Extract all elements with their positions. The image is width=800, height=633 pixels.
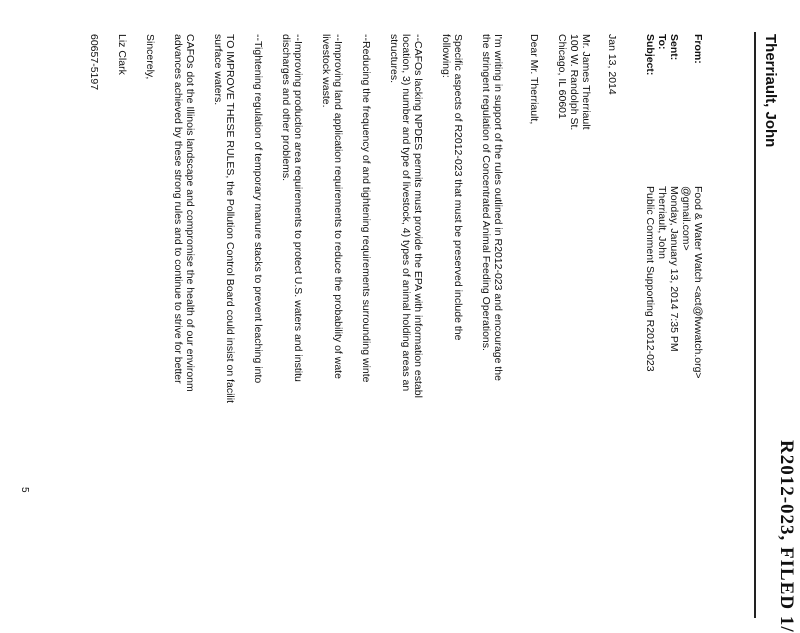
from-label: From: <box>692 34 704 64</box>
point-3-line-1: --Improving land application requirements to reduce the probability of wate <box>332 34 344 379</box>
closing-paragraph-2: surface waters. <box>212 34 224 106</box>
cafos-line-2: advances achieved by these strong rules and to continue to strive for better <box>172 34 184 384</box>
specific-line-1: Specific aspects of R2012-023 that must be preserved include the <box>452 34 464 341</box>
sent-label: Sent: <box>668 34 680 61</box>
subject-label: Subject: <box>644 34 656 76</box>
header-rule <box>754 32 756 618</box>
subject-value: Public Comment Supporting R2012-023 <box>644 186 656 372</box>
sign-off: Sincerely, <box>144 34 156 80</box>
letter-date: Jan 13, 2014 <box>606 34 618 95</box>
specific-line-2: following: <box>440 34 452 78</box>
point-2: --Reducing the frequency of and tightening requirements surrounding winte <box>360 34 372 383</box>
point-1-line-2: location, 3) number and type of livestock, 4) types of animal holding areas an <box>400 34 412 392</box>
closing-paragraph-1: TO IMPROVE THESE RULES, the Pollution Control Board could insist on facilit <box>224 34 236 404</box>
to-value: Therriault, John <box>656 186 668 259</box>
from-value-line1: Food & Water Watch <act@fwwatch.org> <box>692 186 704 379</box>
point-4-line-2: discharges and other problems. <box>280 34 292 182</box>
sent-value: Monday, January 13, 2014 7:35 PM <box>668 186 680 352</box>
point-5: --Tightening regulation of temporary manure stacks to prevent leaching into <box>252 34 264 384</box>
intro-line-2: the stringent regulation of Concentrated Animal Feeding Operations. <box>480 34 492 351</box>
signer-name: Liz Clark <box>116 34 128 75</box>
address-line-1: Mr. James Therriault <box>580 34 592 130</box>
filing-stamp: R2012-023, FILED 1/ <box>776 440 797 633</box>
from-value-line2: @gmail.com> <box>680 186 692 251</box>
intro-line-1: I'm writing in support of the rules outlined in R2012-023 and encourage the <box>492 34 504 381</box>
sender-name: Therriault, John <box>762 34 779 148</box>
page-number: 5 <box>19 487 30 493</box>
point-1-line-1: --CAFOs lacking NPDES permits must provide the EPA with information establ <box>412 34 424 398</box>
salutation: Dear Mr. Therriault, <box>528 34 540 125</box>
signer-zip: 60657-5197 <box>88 34 100 91</box>
to-label: To: <box>656 34 668 50</box>
point-3-line-2: livestock waste. <box>320 34 332 108</box>
point-1-line-3: structures. <box>388 34 400 84</box>
address-line-3: Chicago, IL 60601 <box>556 34 568 119</box>
cafos-line-1: CAFOs dot the Illinois landscape and compromise the health of our environm <box>184 34 196 392</box>
address-line-2: 100 W. Randolph St. <box>568 34 580 131</box>
point-4-line-1: --Improving production area requirements to protect U.S. waters and institu <box>292 34 304 382</box>
